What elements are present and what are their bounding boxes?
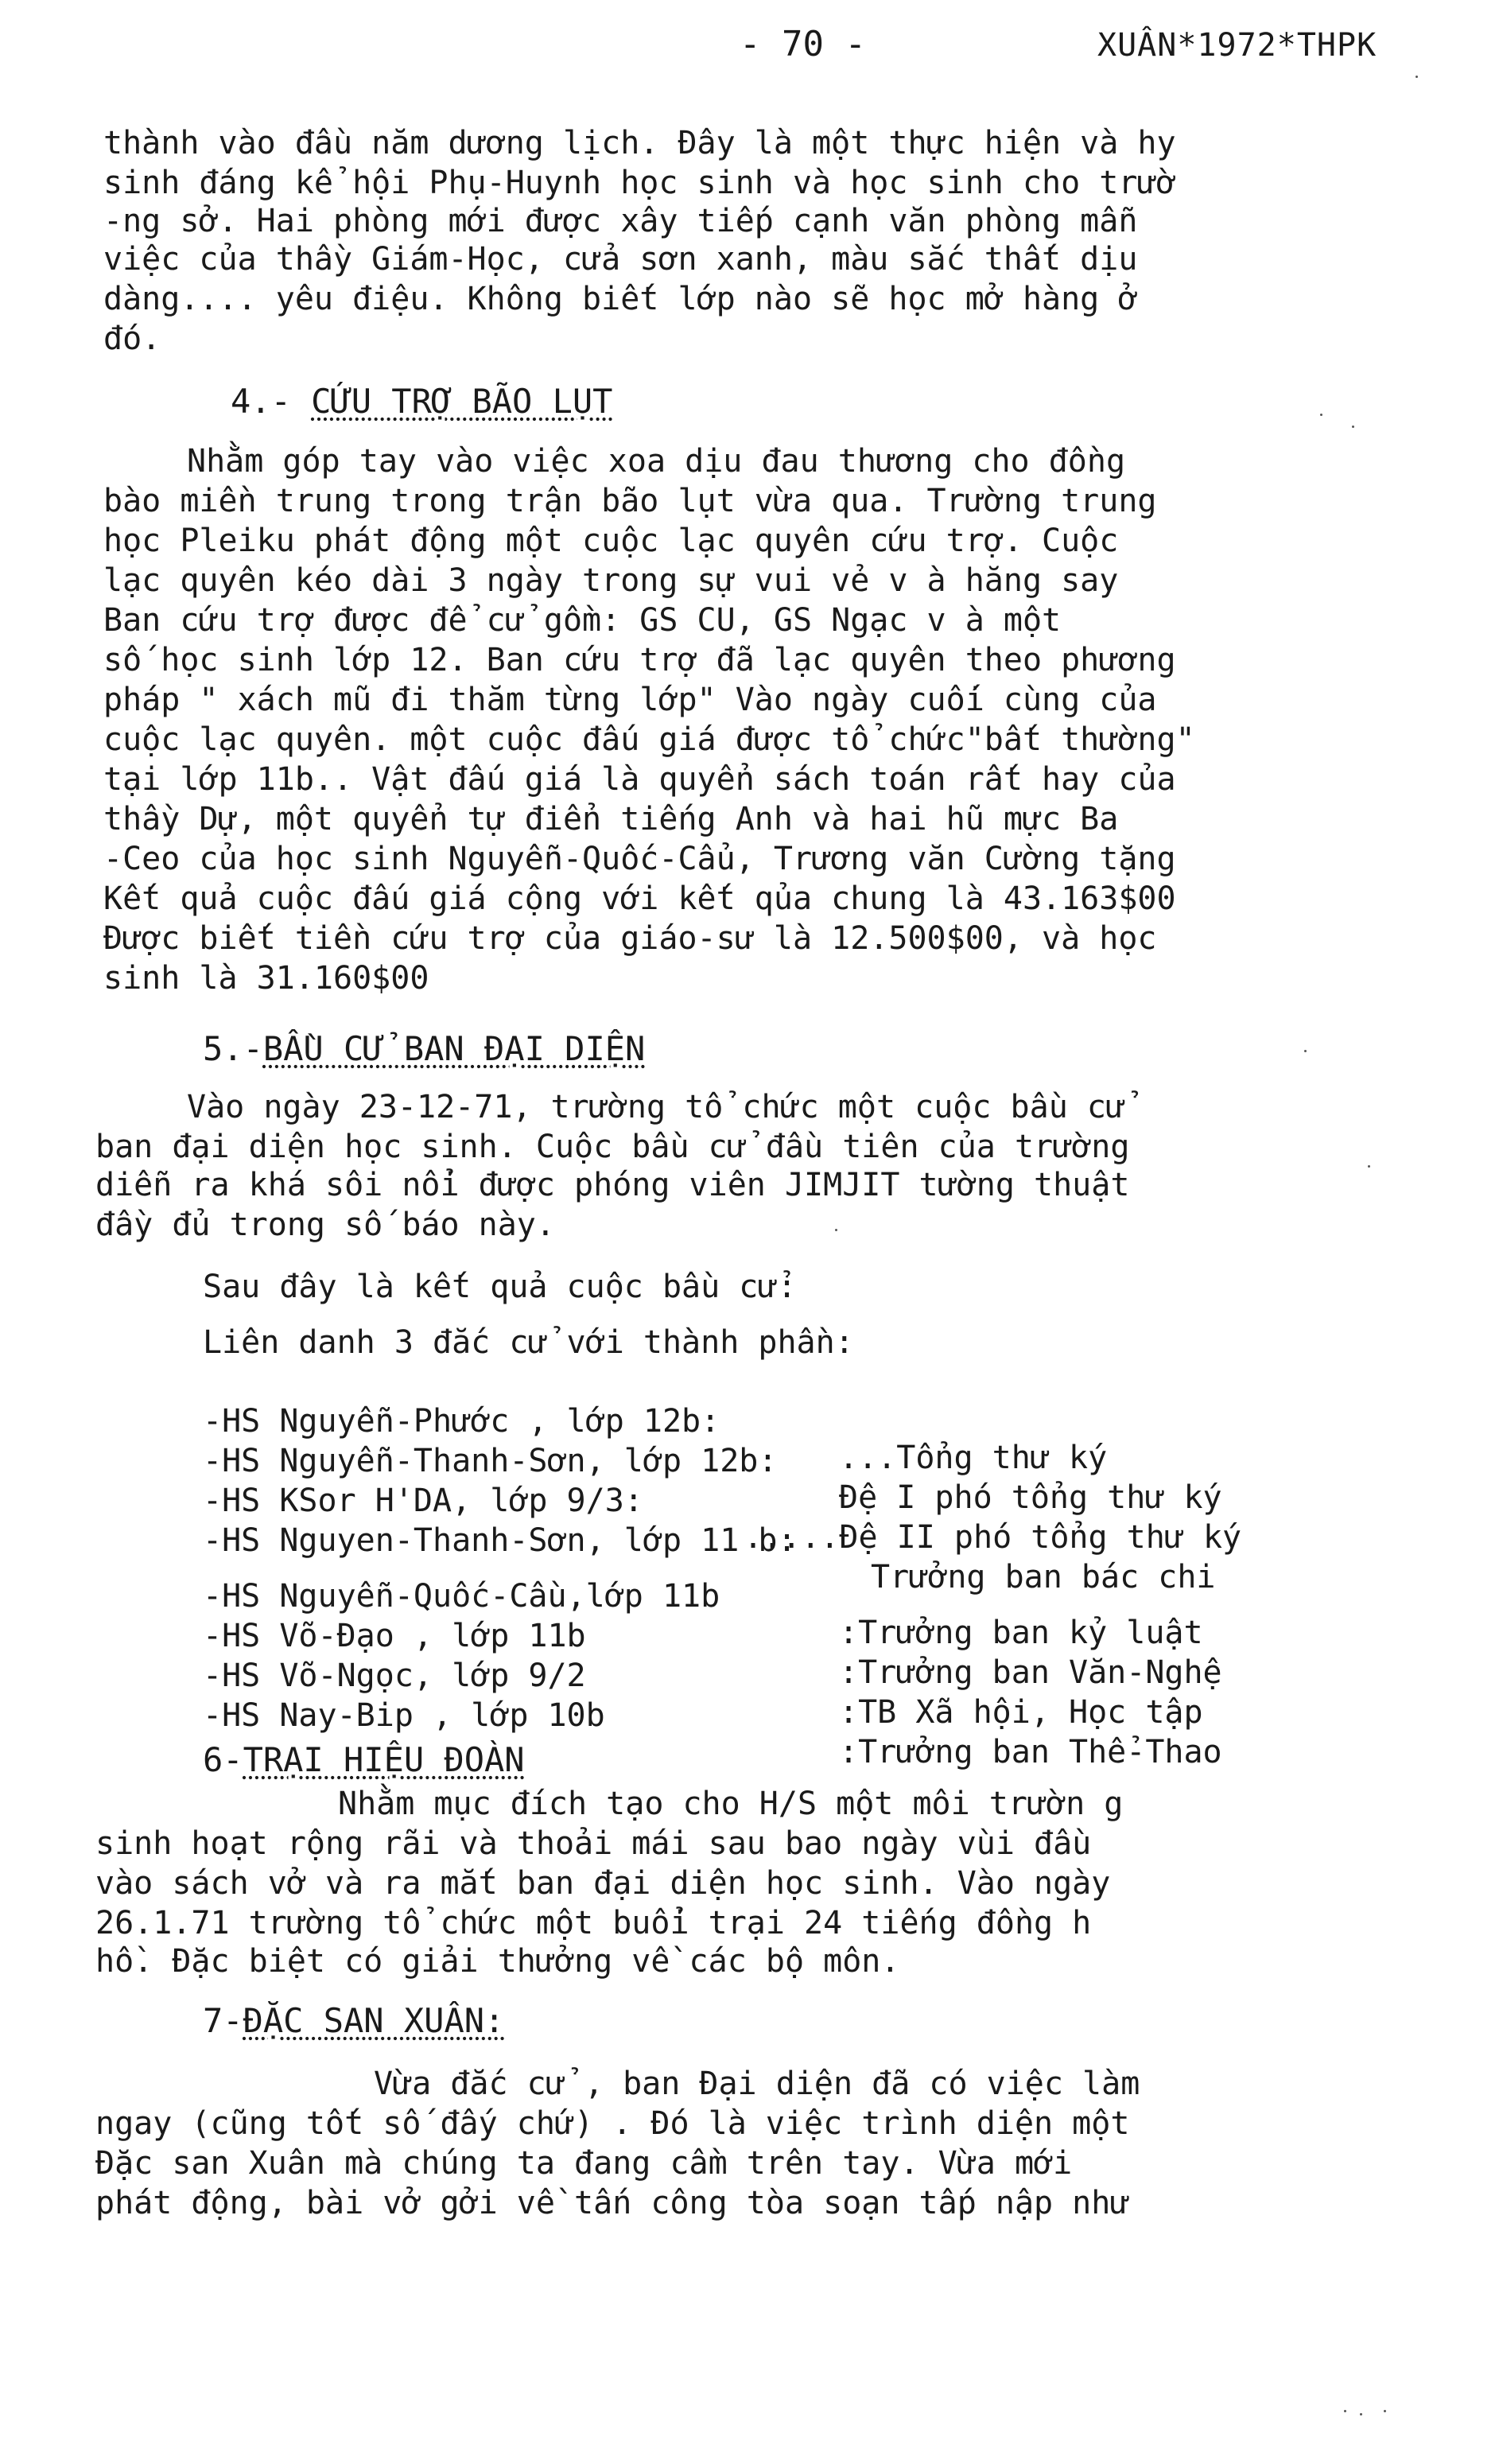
text-line: -Ceo của học sinh Nguyễn-Quốc-Cẩu, Trương văn Cường tặng [103,841,1176,877]
page-number: - 70 - [740,24,866,64]
section-heading [203,1740,525,1779]
scan-speck [1384,2410,1386,2412]
member-role: :Trưởng ban kỷ luật [839,1615,1203,1651]
section-number: 7- [203,2001,243,2040]
running-title: XUÂN*1972*THPK [1097,27,1377,64]
text-line: học Pleiku phát động một cuộc lạc quyên cứu trợ. Cuộc [103,523,1119,559]
scan-speck [1416,76,1418,78]
text-line: tại lớp 11b.. Vật đấu giá là quyển sách toán rất hay của [103,761,1176,798]
text-line: sinh đáng kể hội Phụ-Huynh học sinh và học sinh cho trườ [103,165,1176,201]
text-line: đầy đủ trong số báo này. [95,1207,555,1243]
member-name: -HS Nguyễn-Phước , lớp 12b: [203,1403,720,1440]
text-line: sinh hoạt rộng rãi và thoải mái sau bao ngày vùi đầu [95,1825,1092,1862]
text-line: Vào ngày 23-12-71, trường tổ chức một cuộc bầu cử [187,1089,1126,1125]
section-heading [203,2001,505,2040]
member-role: :TB Xã hội, Học tập [839,1694,1203,1731]
text-line: diễn ra khá sôi nổi được phóng viên JIMJIT tường thuật [95,1167,1130,1203]
text-line: Nhằm góp tay vào việc xoa dịu đau thương cho đồng [187,443,1126,480]
member-name: -HS Nguyễn-Quốc-Cầu,lớp 11b [203,1578,720,1615]
text-line: Đặc san Xuân mà chúng ta đang cầm trên tay. Vừa mới [95,2145,1073,2182]
text-line: Được biết tiền cứu trợ của giáo-sư là 12.500$00, và học [103,920,1157,957]
text-line: hồ. Đặc biệt có giải thưởng về các bộ môn. [95,1943,900,1980]
text-line: bào miền trung trong trận bão lụt vừa qua. Trường trung [103,483,1157,519]
text-line: dàng.... yêu điệu. Không biết lớp nào sẽ học mở hàng ở [103,281,1138,317]
section-title: CỨU TRỢ BÃO LỤT [311,382,613,421]
text-line: vào sách vở và ra mắt ban đại diện học sinh. Vào ngày [95,1865,1111,1902]
text-line: sinh là 31.160$00 [103,960,429,997]
text-line: đó. [103,321,161,357]
text-line: lạc quyên kéo dài 3 ngày trong sự vui vẻ v à hăng say [103,562,1119,599]
text-line: 26.1.71 trường tổ chức một buổi trại 24 tiếng đồng h [95,1905,1092,1941]
text-line: thành vào đầu năm dương lịch. Đây là một thực hiện và hy [103,125,1176,161]
text-line: Kết quả cuộc đấu giá cộng với kết qủa chung là 43.163$00 [103,880,1176,917]
section-title: BẦU CỬ BAN ĐẠI DIỆN [262,1029,646,1068]
result-intro: Sau đây là kết quả cuộc bầu cử: [203,1269,797,1305]
text-line: việc của thầy Giám-Học, cửa sơn xanh, màu sắc thất dịu [103,241,1138,278]
member-role: :Trưởng ban Thể-Thao [839,1734,1222,1770]
member-name: -HS Võ-Ngọc, lớp 9/2 [203,1658,586,1694]
section-heading [231,382,613,421]
scan-speck [1320,414,1322,416]
member-role: Trưởng ban bác chi [871,1559,1216,1595]
text-line: thầy Dự, một quyển tự điển tiếng Anh và hai hũ mực Ba [103,801,1119,838]
member-name: -HS Nguyễn-Thanh-Sơn, lớp 12b: [203,1443,778,1479]
member-role: ...Tổng thư ký [839,1440,1108,1476]
member-role: Đệ I phó tổng thư ký [839,1479,1222,1516]
slate-intro: Liên danh 3 đắc cử với thành phần: [203,1324,854,1361]
scan-speck [1352,426,1354,428]
section-title: ĐẶC SAN XUÂN: [243,2001,505,2040]
text-line: Nhằm mục đích tạo cho H/S một môi trườn g [338,1786,1124,1822]
scan-speck [1344,2410,1346,2412]
member-name: -HS Nguyen-Thanh-Sơn, lớp 11 b: [203,1522,797,1559]
text-line: ngay (cũng tốt số đấy chứ) . Đó là việc trình diện một [95,2105,1130,2142]
page-header [0,24,1499,80]
section-number: 4.- [231,382,312,421]
scan-speck [1368,1165,1370,1168]
section-title: TRẠI HIỆU ĐOÀN [243,1740,525,1779]
text-line: -ng sở. Hai phòng mới được xây tiếp cạnh văn phòng mẫn [103,203,1138,239]
member-name: -HS Võ-Đạo , lớp 11b [203,1618,586,1654]
member-name: -HS Nay-Bip , lớp 10b [203,1697,605,1734]
member-role: :Trưởng ban Văn-Nghệ [839,1654,1222,1691]
scan-speck [835,1229,837,1231]
text-line: số học sinh lớp 12. Ban cứu trợ đã lạc quyên theo phương [103,642,1176,678]
text-line: ban đại diện học sinh. Cuộc bầu cử đầu tiên của trường [95,1129,1130,1165]
text-line: phát động, bài vở gởi về tấn công tòa soạn tấp nập như [95,2185,1130,2221]
section-number: 5.- [203,1029,263,1068]
text-line: cuộc lạc quyên. một cuộc đấu giá được tổ chức"bất thường" [103,721,1195,758]
member-name: -HS KSor H'DA, lớp 9/3: [203,1483,643,1519]
text-line: Vừa đắc cử , ban Đại diện đã có việc làm [374,2066,1140,2102]
text-line: Ban cứu trợ được để cử gồm: GS CU, GS Ngạc v à một [103,602,1062,639]
section-number: 6- [203,1740,243,1779]
scan-speck [1304,1050,1307,1052]
text-line: pháp " xách mũ đi thăm từng lớp" Vào ngày cuối cùng của [103,682,1157,718]
scan-speck [1360,2413,1362,2415]
member-role: .....Đệ II phó tổng thư ký [744,1519,1242,1556]
section-heading [203,1029,646,1068]
